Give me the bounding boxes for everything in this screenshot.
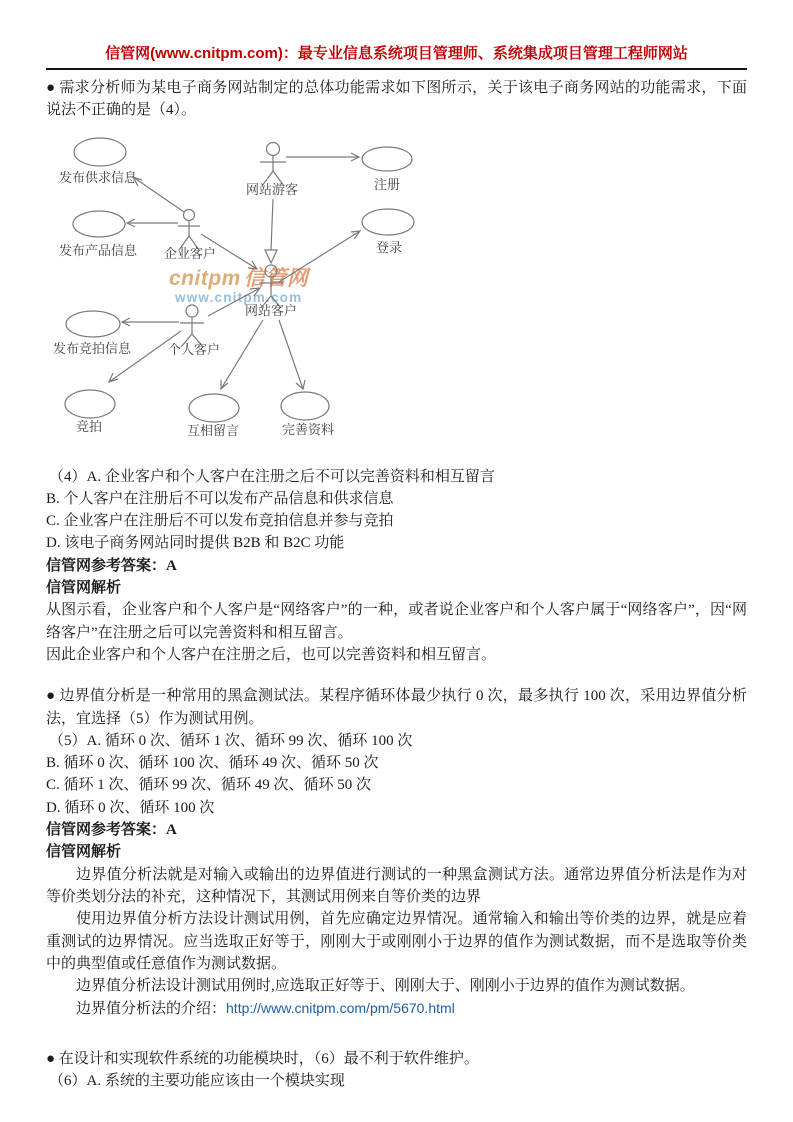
association-personal-auctioninfo-arrow <box>122 318 179 326</box>
usecase-publish-supply <box>59 138 138 185</box>
question-5-option-b: B. 循环 0 次、循环 100 次、循环 49 次、循环 50 次 <box>46 755 379 772</box>
site-header-title: 信管网(www.cnitpm.com)：最专业信息系统项目管理师、系统集成项目管理工程师网站 <box>105 45 688 62</box>
association-visitor-register-arrow <box>286 153 359 161</box>
usecase-login <box>362 209 414 255</box>
association-sitecustomer-login-arrow <box>279 231 360 282</box>
generalization-visitor-sitecustomer-arrow <box>265 199 277 263</box>
question-5-analysis-heading: 信管网解析 <box>46 844 122 861</box>
question-4-answer: 信管网参考答案：A <box>46 557 177 574</box>
association-enterprise-product-arrow <box>127 219 178 227</box>
question-4-option-d: D. 该电子商务网站同时提供 B2B 和 B2C 功能 <box>46 535 345 552</box>
usecase-login-label: 登录 <box>375 239 403 255</box>
question-5-analysis-p2: 使用边界值分析方法设计测试用例，首先应确定边界情况。通常输入和输出等价类的边界，就是应着重测试的边界情况。应当选取正好等于，刚刚大于或刚刚小于边界的值作为测试数据，而不是选取等价类中的典型值或任意值作为测试数据。 <box>46 911 747 972</box>
usecase-login-ellipse <box>362 209 414 235</box>
question-4-analysis-p1: 从图示看，企业客户和个人客户是“网络客户”的一种，或者说企业客户和个人客户属于“网络客户”，因“网络客户”在注册之后可以完善资料和相互留言。 <box>46 602 747 641</box>
watermark-url-text: www.cnitpm.com <box>175 289 303 305</box>
question-5-option-c: C. 循环 1 次、循环 99 次、循环 49 次、循环 50 次 <box>46 777 372 794</box>
question-5-answer: 信管网参考答案：A <box>46 822 177 839</box>
usecase-publish-supply-ellipse <box>74 138 126 166</box>
question-5-option-d: D. 循环 0 次、循环 100 次 <box>46 799 215 816</box>
usecase-publish-product-label: 发布产品信息 <box>58 242 138 258</box>
question-5-analysis-p1: 边界值分析法就是对输入或输出的边界值进行测试的一种黑盒测试方法。通常边界值分析法是作为对等价类划分法的补充，这种情况下，其测试用例来自等价类的边界 <box>46 866 747 905</box>
question-4-option-a: （4）A. 企业客户和个人客户在注册之后不可以完善资料和相互留言 <box>49 468 495 485</box>
usecase-complete-profile <box>281 392 334 437</box>
usecase-auction-label: 竞拍 <box>75 418 103 434</box>
association-sitecustomer-message-arrow <box>221 320 263 389</box>
watermark-brand-text: cnitpm 信管网 <box>169 266 309 290</box>
usecase-publish-auction-ellipse <box>66 311 120 337</box>
association-enterprise-supply-arrow <box>133 177 184 212</box>
actor-site-visitor-icon <box>260 142 286 186</box>
usecase-publish-supply-label: 发布供求信息 <box>58 169 138 185</box>
actor-site-customer-label: 网站客户 <box>244 302 298 318</box>
association-sitecustomer-profile-arrow <box>279 320 305 389</box>
actor-site-visitor-label: 网站游客 <box>245 181 299 197</box>
usecase-register-label: 注册 <box>373 176 401 192</box>
actor-personal-customer-label: 个人客户 <box>167 341 221 357</box>
usecase-auction <box>65 390 115 434</box>
usecase-publish-auction-label: 发布竞拍信息 <box>52 340 132 356</box>
question-6-section <box>46 1048 747 1093</box>
usecase-publish-product <box>59 211 138 258</box>
question-6-stem: ● 在设计和实现软件系统的功能模块时，（6）最不利于软件维护。 <box>46 1050 479 1067</box>
analysis-link-prefix: 边界值分析法的介绍： <box>76 1001 227 1018</box>
usecase-diagram <box>50 125 462 461</box>
question-5-stem: ● 边界值分析是一种常用的黑盒测试法。某程序循环体最少执行 0 次，最多执行 100 次，采用边界值分析法，宜选择（5）作为测试用例。 <box>46 688 747 727</box>
question-5-analysis-link-line <box>46 997 747 1020</box>
usecase-register-ellipse <box>362 147 412 171</box>
usecase-mutual-message-label: 互相留言 <box>186 422 240 438</box>
boundary-analysis-link[interactable]: http://www.cnitpm.com/pm/5670.html <box>226 1000 455 1017</box>
usecase-publish-product-ellipse <box>73 211 125 237</box>
usecase-publish-auction <box>53 311 132 356</box>
question-4-section <box>46 77 747 666</box>
actor-enterprise-customer-icon <box>178 209 200 250</box>
question-4-option-b: B. 个人客户在注册后不可以发布产品信息和供求信息 <box>46 490 394 507</box>
question-6-option-a: （6）A. 系统的主要功能应该由一个模块实现 <box>49 1073 345 1090</box>
usecase-complete-profile-ellipse <box>281 392 329 420</box>
actor-personal-customer-icon <box>180 305 204 347</box>
question-4-analysis-heading: 信管网解析 <box>46 580 122 597</box>
usecase-mutual-message <box>187 394 239 438</box>
usecase-mutual-message-ellipse <box>189 394 239 422</box>
question-5-section <box>46 685 747 1020</box>
question-4-option-c: C. 企业客户在注册后不可以发布竞拍信息并参与竞拍 <box>46 513 394 530</box>
usecase-complete-profile-label: 完善资料 <box>281 421 335 437</box>
question-4-stem: ● 需求分析师为某电子商务网站制定的总体功能需求如下图所示，关于该电子商务网站的功能需求，下面说法不正确的是（4）。 <box>46 80 747 119</box>
header-divider <box>46 68 747 70</box>
question-5-analysis-p3: 边界值分析法设计测试用例时,应选取正好等于、刚刚大于、刚刚小于边界的值作为测试数据。 <box>76 978 695 995</box>
actor-enterprise-customer-label: 企业客户 <box>163 245 217 261</box>
usecase-diagram-image <box>50 125 462 461</box>
usecase-register <box>362 147 412 192</box>
question-5-option-a: （5）A. 循环 0 次、循环 1 次、循环 99 次、循环 100 次 <box>49 732 413 749</box>
usecase-auction-ellipse <box>65 390 115 418</box>
question-4-analysis-p2: 因此企业客户和个人客户在注册之后，也可以完善资料和相互留言。 <box>46 646 497 663</box>
